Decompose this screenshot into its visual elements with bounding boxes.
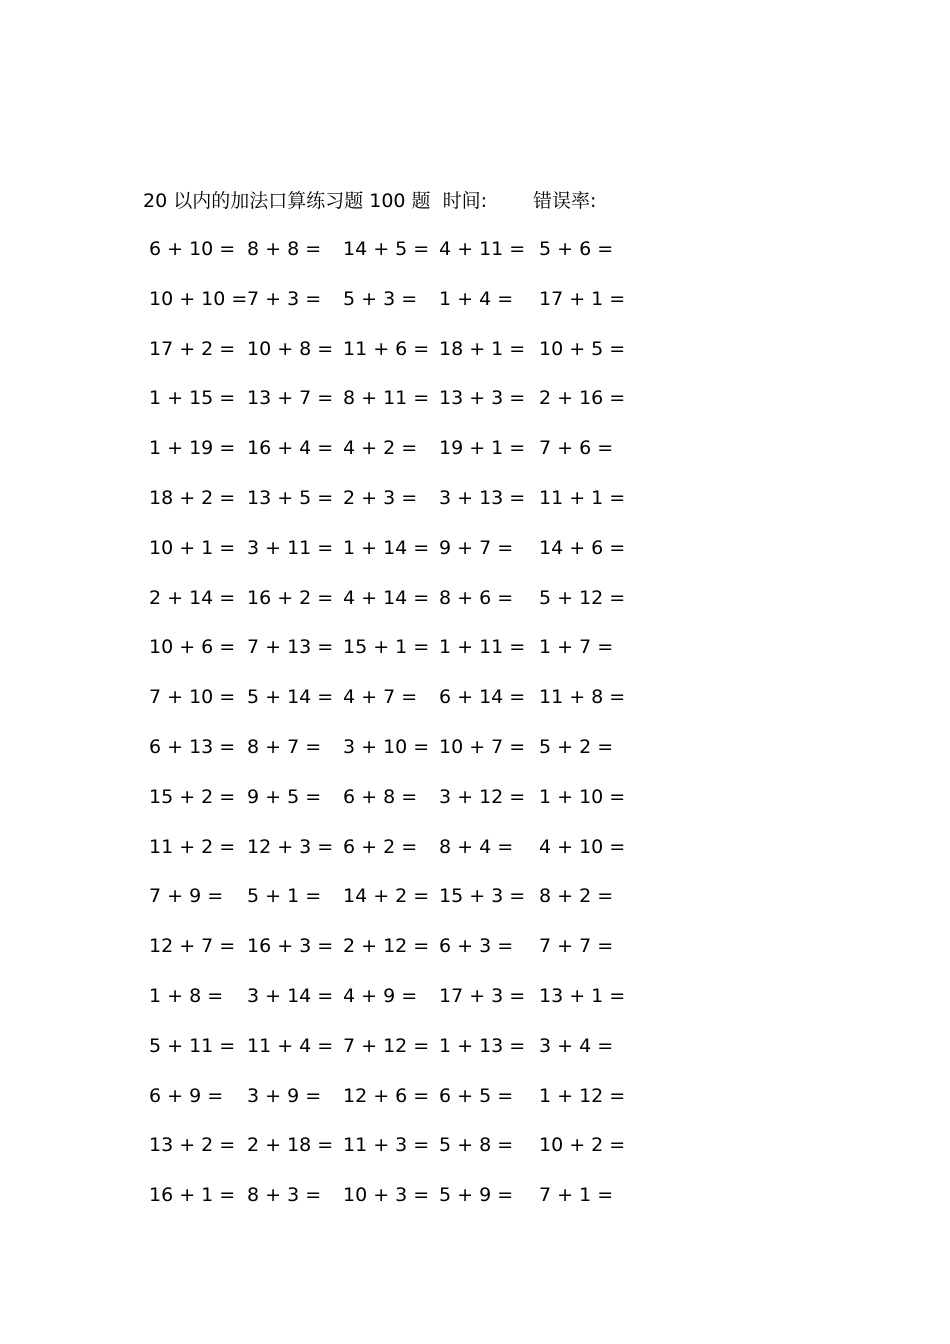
problem-item: 14 + 6 = bbox=[539, 536, 626, 559]
problem-item: 5 + 9 = bbox=[439, 1184, 514, 1207]
problem-item: 8 + 8 = bbox=[247, 238, 322, 260]
problem-item: 6 + 5 = bbox=[439, 1084, 514, 1107]
problem-row bbox=[143, 533, 643, 583]
problem-item: 6 + 3 = bbox=[439, 935, 514, 958]
problem-item: 10 + 8 = bbox=[247, 337, 334, 360]
problem-item: 15 + 1 = bbox=[343, 636, 430, 659]
problem-row bbox=[143, 1081, 643, 1131]
problem-item: 17 + 1 = bbox=[539, 287, 626, 310]
problem-item: 12 + 7 = bbox=[149, 935, 236, 958]
problem-item: 6 + 2 = bbox=[343, 835, 418, 858]
problem-item: 1 + 11 = bbox=[439, 636, 526, 659]
problem-item: 7 + 1 = bbox=[539, 1184, 614, 1207]
problem-item: 11 + 6 = bbox=[343, 337, 430, 360]
problem-item: 4 + 9 = bbox=[343, 984, 418, 1007]
problem-item: 1 + 12 = bbox=[539, 1084, 626, 1107]
problem-item: 1 + 10 = bbox=[539, 785, 626, 808]
problem-item: 8 + 3 = bbox=[247, 1184, 322, 1207]
problem-item: 16 + 1 = bbox=[149, 1184, 236, 1207]
problem-item: 1 + 4 = bbox=[439, 287, 514, 310]
problem-item: 15 + 2 = bbox=[149, 785, 236, 808]
problem-item: 1 + 19 = bbox=[149, 437, 236, 460]
problem-item: 11 + 2 = bbox=[149, 835, 236, 858]
problem-item: 7 + 3 = bbox=[247, 287, 322, 310]
problem-item: 5 + 3 = bbox=[343, 287, 418, 310]
problem-item: 8 + 6 = bbox=[439, 586, 514, 609]
problem-item: 18 + 2 = bbox=[149, 486, 236, 509]
problem-item: 17 + 3 = bbox=[439, 984, 526, 1007]
error-rate-label: 错误率: bbox=[532, 190, 597, 212]
problem-item: 8 + 11 = bbox=[343, 387, 430, 410]
problem-item: 2 + 14 = bbox=[149, 586, 236, 609]
problem-item: 13 + 5 = bbox=[247, 486, 334, 509]
problem-item: 16 + 3 = bbox=[247, 935, 334, 958]
problem-item: 13 + 3 = bbox=[439, 387, 526, 410]
problem-row bbox=[143, 383, 643, 433]
problem-item: 5 + 12 = bbox=[539, 586, 626, 609]
problem-item: 3 + 11 = bbox=[247, 536, 334, 559]
problem-item: 6 + 13 = bbox=[149, 735, 236, 758]
problem-item: 2 + 18 = bbox=[247, 1134, 334, 1157]
problem-item: 10 + 1 = bbox=[149, 536, 236, 559]
problem-item: 4 + 10 = bbox=[539, 835, 626, 858]
problem-item: 1 + 8 = bbox=[149, 984, 224, 1007]
problem-item: 12 + 6 = bbox=[343, 1084, 430, 1107]
problem-row bbox=[143, 1031, 643, 1081]
problem-item: 6 + 10 = bbox=[149, 238, 236, 260]
problem-item: 16 + 2 = bbox=[247, 586, 334, 609]
problem-item: 11 + 8 = bbox=[539, 686, 626, 709]
problem-item: 7 + 13 = bbox=[247, 636, 334, 659]
problem-item: 11 + 3 = bbox=[343, 1134, 430, 1157]
problem-item: 18 + 1 = bbox=[439, 337, 526, 360]
problem-item: 1 + 14 = bbox=[343, 536, 430, 559]
problem-item: 13 + 7 = bbox=[247, 387, 334, 410]
problem-item: 2 + 3 = bbox=[343, 486, 418, 509]
problem-item: 10 + 2 = bbox=[539, 1134, 626, 1157]
problem-item: 11 + 1 = bbox=[539, 486, 626, 509]
problem-row bbox=[143, 483, 643, 533]
problem-item: 3 + 4 = bbox=[539, 1034, 614, 1057]
problem-row bbox=[143, 433, 643, 483]
problem-row bbox=[143, 881, 643, 931]
worksheet-title: 20 以内的加法口算练习题 100 题 bbox=[143, 190, 431, 212]
problem-item: 5 + 14 = bbox=[247, 686, 334, 709]
problem-item: 16 + 4 = bbox=[247, 437, 334, 460]
problem-item: 8 + 2 = bbox=[539, 885, 614, 908]
problem-item: 13 + 2 = bbox=[149, 1134, 236, 1157]
problem-row bbox=[143, 832, 643, 882]
problem-row bbox=[143, 284, 643, 334]
problem-item: 7 + 6 = bbox=[539, 437, 614, 460]
problem-item: 1 + 15 = bbox=[149, 387, 236, 410]
problem-item: 7 + 9 = bbox=[149, 885, 224, 908]
problem-item: 4 + 14 = bbox=[343, 586, 430, 609]
problem-row bbox=[143, 632, 643, 682]
problem-item: 8 + 7 = bbox=[247, 735, 322, 758]
time-label: 时间: bbox=[442, 190, 487, 212]
problem-row bbox=[143, 931, 643, 981]
problem-item: 1 + 7 = bbox=[539, 636, 614, 659]
problem-row bbox=[143, 334, 643, 384]
problem-item: 19 + 1 = bbox=[439, 437, 526, 460]
problem-item: 12 + 3 = bbox=[247, 835, 334, 858]
problem-item: 4 + 2 = bbox=[343, 437, 418, 460]
problem-row bbox=[143, 1130, 643, 1180]
problem-item: 5 + 6 = bbox=[539, 238, 614, 260]
problem-row bbox=[143, 234, 643, 284]
problem-item: 6 + 9 = bbox=[149, 1084, 224, 1107]
problem-item: 14 + 5 = bbox=[343, 238, 430, 260]
problem-item: 7 + 10 = bbox=[149, 686, 236, 709]
problem-item: 10 + 5 = bbox=[539, 337, 626, 360]
problem-item: 14 + 2 = bbox=[343, 885, 430, 908]
problem-item: 5 + 1 = bbox=[247, 885, 322, 908]
problem-row bbox=[143, 682, 643, 732]
problem-item: 3 + 12 = bbox=[439, 785, 526, 808]
problem-item: 10 + 6 = bbox=[149, 636, 236, 659]
problem-item: 9 + 7 = bbox=[439, 536, 514, 559]
problem-grid bbox=[143, 234, 643, 1230]
problem-item: 3 + 13 = bbox=[439, 486, 526, 509]
problem-row bbox=[143, 732, 643, 782]
problem-item: 8 + 4 = bbox=[439, 835, 514, 858]
problem-item: 4 + 11 = bbox=[439, 238, 526, 260]
problem-item: 10 + 3 = bbox=[343, 1184, 430, 1207]
problem-item: 3 + 14 = bbox=[247, 984, 334, 1007]
problem-row bbox=[143, 981, 643, 1031]
problem-item: 3 + 10 = bbox=[343, 735, 430, 758]
problem-item: 6 + 8 = bbox=[343, 785, 418, 808]
problem-item: 10 + 10 = bbox=[149, 287, 248, 310]
problem-item: 11 + 4 = bbox=[247, 1034, 334, 1057]
problem-row bbox=[143, 1180, 643, 1230]
problem-item: 2 + 12 = bbox=[343, 935, 430, 958]
problem-item: 4 + 7 = bbox=[343, 686, 418, 709]
problem-item: 1 + 13 = bbox=[439, 1034, 526, 1057]
problem-item: 9 + 5 = bbox=[247, 785, 322, 808]
problem-item: 17 + 2 = bbox=[149, 337, 236, 360]
problem-item: 5 + 8 = bbox=[439, 1134, 514, 1157]
problem-item: 2 + 16 = bbox=[539, 387, 626, 410]
problem-item: 7 + 12 = bbox=[343, 1034, 430, 1057]
problem-item: 3 + 9 = bbox=[247, 1084, 322, 1107]
problem-item: 7 + 7 = bbox=[539, 935, 614, 958]
problem-item: 5 + 2 = bbox=[539, 735, 614, 758]
problem-row bbox=[143, 782, 643, 832]
problem-item: 13 + 1 = bbox=[539, 984, 626, 1007]
problem-row bbox=[143, 583, 643, 633]
problem-item: 10 + 7 = bbox=[439, 735, 526, 758]
worksheet-header bbox=[143, 186, 596, 213]
problem-item: 6 + 14 = bbox=[439, 686, 526, 709]
problem-item: 5 + 11 = bbox=[149, 1034, 236, 1057]
problem-item: 15 + 3 = bbox=[439, 885, 526, 908]
